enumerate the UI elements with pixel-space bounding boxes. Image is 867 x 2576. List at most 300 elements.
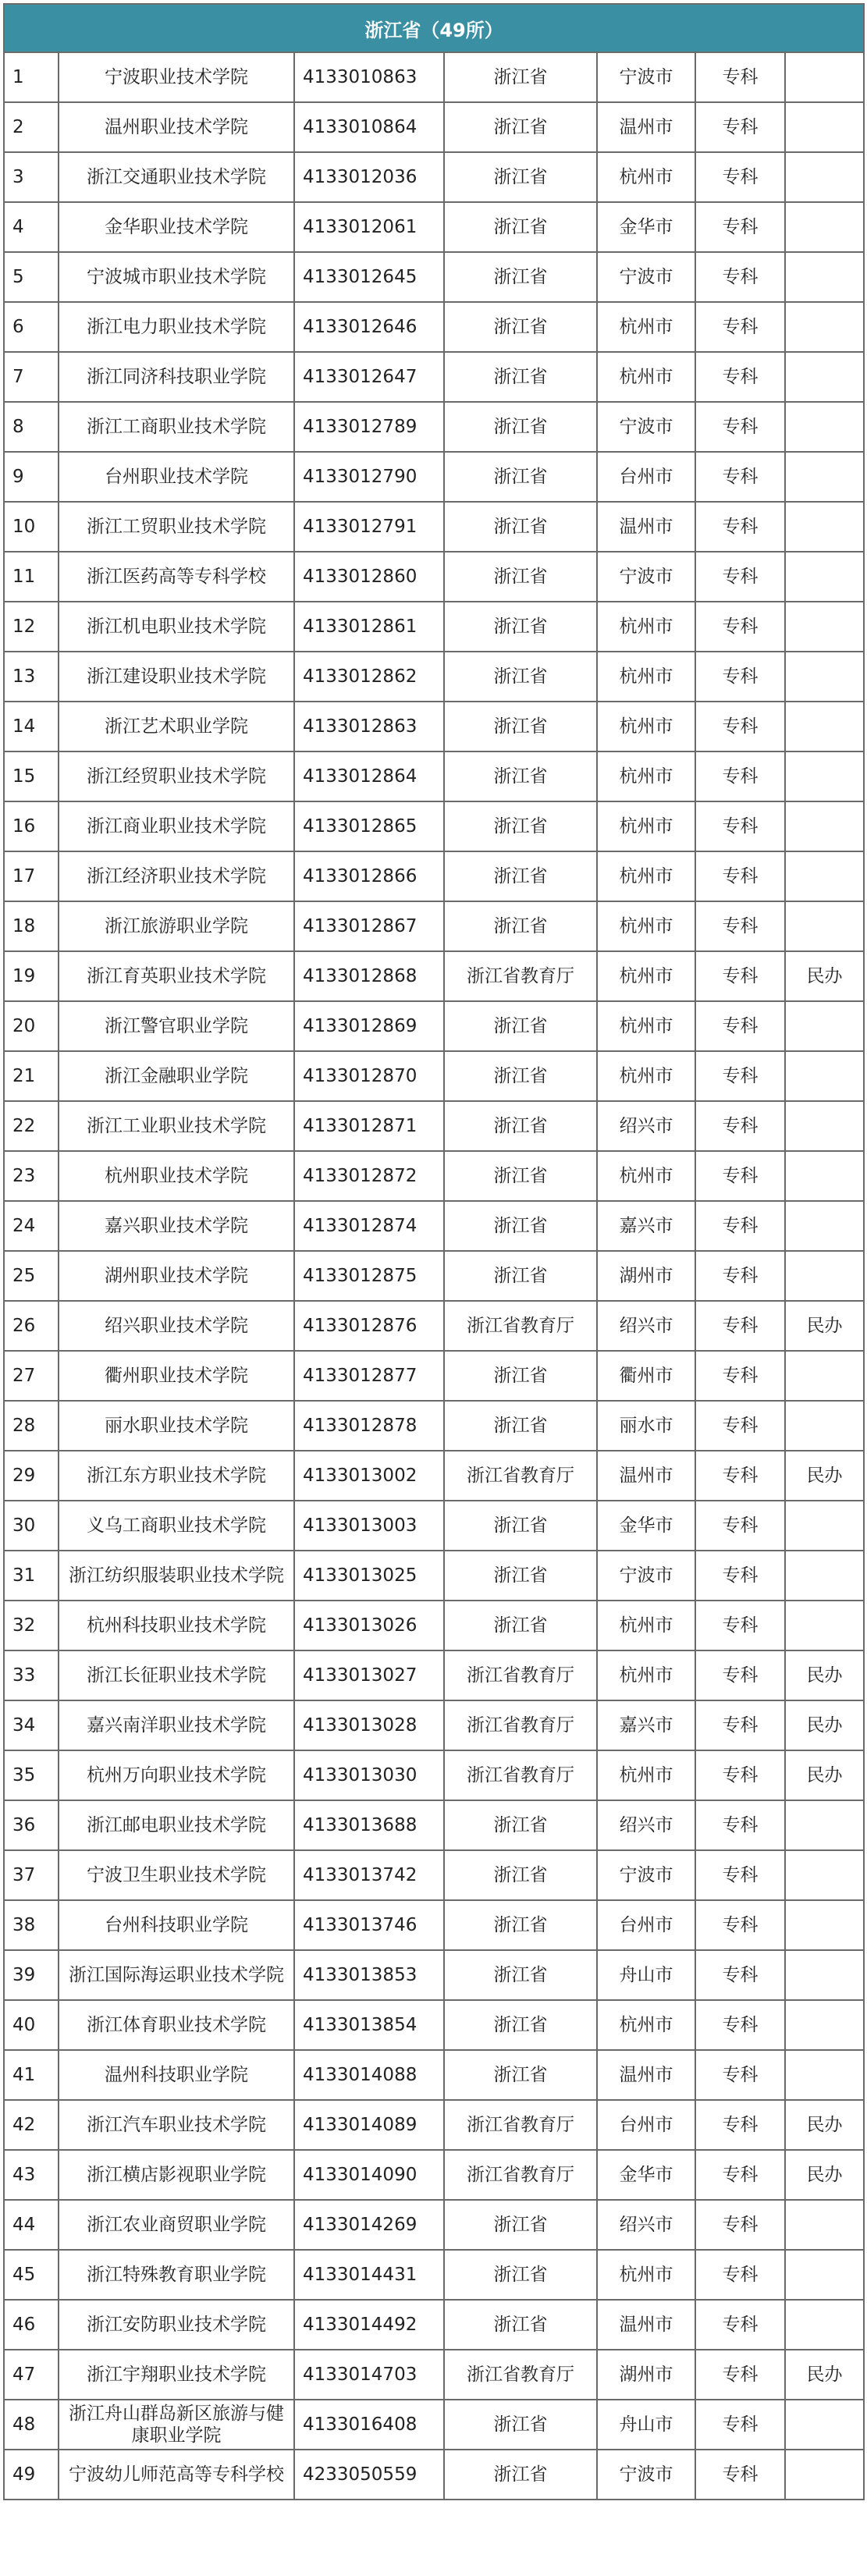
table-row xyxy=(4,202,864,252)
note-cell xyxy=(785,1401,864,1451)
row-number-cell: 6 xyxy=(4,302,59,352)
table-row xyxy=(4,2300,864,2350)
level-cell: 专科 xyxy=(695,2000,785,2050)
level-cell: 专科 xyxy=(695,652,785,702)
row-number-cell: 23 xyxy=(4,1151,59,1201)
city-cell: 杭州市 xyxy=(597,702,695,751)
department-cell: 浙江省 xyxy=(444,352,597,402)
department-cell: 浙江省教育厅 xyxy=(444,1451,597,1501)
department-cell: 浙江省 xyxy=(444,1900,597,1950)
school-code-cell: 4133012790 xyxy=(294,452,444,502)
level-cell: 专科 xyxy=(695,102,785,152)
level-cell: 专科 xyxy=(695,1101,785,1151)
department-cell: 浙江省 xyxy=(444,452,597,502)
school-code-cell: 4133012036 xyxy=(294,152,444,202)
level-cell: 专科 xyxy=(695,2050,785,2100)
school-code-cell: 4133012865 xyxy=(294,801,444,851)
school-name-cell: 浙江邮电职业技术学院 xyxy=(59,1800,294,1850)
department-cell: 浙江省 xyxy=(444,2250,597,2300)
school-name-cell: 宁波卫生职业技术学院 xyxy=(59,1850,294,1900)
city-cell: 温州市 xyxy=(597,2050,695,2100)
note-cell xyxy=(785,1551,864,1601)
city-cell: 金华市 xyxy=(597,1501,695,1551)
city-cell: 台州市 xyxy=(597,2100,695,2150)
school-name-cell: 浙江艺术职业学院 xyxy=(59,702,294,751)
city-cell: 舟山市 xyxy=(597,2400,695,2450)
school-name-cell: 衢州职业技术学院 xyxy=(59,1351,294,1401)
city-cell: 温州市 xyxy=(597,2300,695,2350)
school-code-cell: 4133014269 xyxy=(294,2200,444,2250)
table-row xyxy=(4,1451,864,1501)
level-cell: 专科 xyxy=(695,1251,785,1301)
level-cell: 专科 xyxy=(695,1451,785,1501)
row-number-cell: 26 xyxy=(4,1301,59,1351)
note-cell: 民办 xyxy=(785,1301,864,1351)
table-row xyxy=(4,602,864,652)
level-cell: 专科 xyxy=(695,152,785,202)
department-cell: 浙江省 xyxy=(444,1850,597,1900)
city-cell: 舟山市 xyxy=(597,1950,695,2000)
table-row xyxy=(4,901,864,951)
department-cell: 浙江省 xyxy=(444,702,597,751)
note-cell xyxy=(785,1950,864,2000)
table-row xyxy=(4,102,864,152)
table-row xyxy=(4,52,864,102)
note-cell xyxy=(785,1351,864,1401)
school-name-cell: 浙江商业职业技术学院 xyxy=(59,801,294,851)
city-cell: 宁波市 xyxy=(597,1551,695,1601)
row-number-cell: 46 xyxy=(4,2300,59,2350)
department-cell: 浙江省教育厅 xyxy=(444,1750,597,1800)
city-cell: 温州市 xyxy=(597,502,695,552)
department-cell: 浙江省 xyxy=(444,2450,597,2500)
table-title-row xyxy=(4,4,864,52)
table-row xyxy=(4,652,864,702)
city-cell: 湖州市 xyxy=(597,2350,695,2400)
note-cell xyxy=(785,2200,864,2250)
table-row xyxy=(4,402,864,452)
school-name-cell: 浙江体育职业技术学院 xyxy=(59,2000,294,2050)
school-name-cell: 浙江特殊教育职业学院 xyxy=(59,2250,294,2300)
department-cell: 浙江省 xyxy=(444,1351,597,1401)
city-cell: 金华市 xyxy=(597,2150,695,2200)
level-cell: 专科 xyxy=(695,2350,785,2400)
note-cell xyxy=(785,302,864,352)
row-number-cell: 12 xyxy=(4,602,59,652)
school-name-cell: 浙江金融职业学院 xyxy=(59,1051,294,1101)
school-code-cell: 4133016408 xyxy=(294,2400,444,2450)
level-cell: 专科 xyxy=(695,2300,785,2350)
row-number-cell: 2 xyxy=(4,102,59,152)
table-row xyxy=(4,1551,864,1601)
level-cell: 专科 xyxy=(695,452,785,502)
school-name-cell: 浙江安防职业技术学院 xyxy=(59,2300,294,2350)
school-code-cell: 4133012646 xyxy=(294,302,444,352)
row-number-cell: 41 xyxy=(4,2050,59,2100)
level-cell: 专科 xyxy=(695,1700,785,1750)
row-number-cell: 39 xyxy=(4,1950,59,2000)
table-row xyxy=(4,1650,864,1700)
note-cell: 民办 xyxy=(785,1451,864,1501)
table-body xyxy=(4,52,864,2500)
department-cell: 浙江省 xyxy=(444,252,597,302)
city-cell: 杭州市 xyxy=(597,1750,695,1800)
row-number-cell: 34 xyxy=(4,1700,59,1750)
school-code-cell: 4133012867 xyxy=(294,901,444,951)
school-name-cell: 台州科技职业学院 xyxy=(59,1900,294,1950)
row-number-cell: 10 xyxy=(4,502,59,552)
department-cell: 浙江省教育厅 xyxy=(444,2350,597,2400)
row-number-cell: 32 xyxy=(4,1601,59,1650)
city-cell: 金华市 xyxy=(597,202,695,252)
note-cell: 民办 xyxy=(785,1750,864,1800)
city-cell: 嘉兴市 xyxy=(597,1201,695,1251)
department-cell: 浙江省 xyxy=(444,1401,597,1451)
department-cell: 浙江省 xyxy=(444,801,597,851)
school-name-cell: 绍兴职业技术学院 xyxy=(59,1301,294,1351)
table-row xyxy=(4,152,864,202)
table-row xyxy=(4,502,864,552)
department-cell: 浙江省 xyxy=(444,402,597,452)
level-cell: 专科 xyxy=(695,402,785,452)
note-cell xyxy=(785,1101,864,1151)
school-code-cell: 4133012871 xyxy=(294,1101,444,1151)
level-cell: 专科 xyxy=(695,602,785,652)
school-code-cell: 4133013025 xyxy=(294,1551,444,1601)
row-number-cell: 18 xyxy=(4,901,59,951)
table-row xyxy=(4,252,864,302)
city-cell: 杭州市 xyxy=(597,901,695,951)
school-name-cell: 浙江工业职业技术学院 xyxy=(59,1101,294,1151)
row-number-cell: 22 xyxy=(4,1101,59,1151)
school-name-cell: 嘉兴南洋职业技术学院 xyxy=(59,1700,294,1750)
table-row xyxy=(4,951,864,1001)
level-cell: 专科 xyxy=(695,1601,785,1650)
table-row xyxy=(4,2450,864,2500)
table-row xyxy=(4,1501,864,1551)
school-name-cell: 浙江东方职业技术学院 xyxy=(59,1451,294,1501)
level-cell: 专科 xyxy=(695,1950,785,2000)
table-row xyxy=(4,2200,864,2250)
department-cell: 浙江省 xyxy=(444,52,597,102)
school-code-cell: 4133012862 xyxy=(294,652,444,702)
note-cell xyxy=(785,801,864,851)
row-number-cell: 30 xyxy=(4,1501,59,1551)
row-number-cell: 25 xyxy=(4,1251,59,1301)
city-cell: 宁波市 xyxy=(597,252,695,302)
department-cell: 浙江省 xyxy=(444,901,597,951)
note-cell xyxy=(785,2000,864,2050)
note-cell xyxy=(785,1201,864,1251)
school-name-cell: 浙江医药高等专科学校 xyxy=(59,552,294,602)
school-code-cell: 4133012864 xyxy=(294,751,444,801)
table-row xyxy=(4,1351,864,1401)
school-list-table xyxy=(3,3,865,2500)
school-code-cell: 4133013026 xyxy=(294,1601,444,1650)
school-name-cell: 杭州职业技术学院 xyxy=(59,1151,294,1201)
note-cell xyxy=(785,851,864,901)
school-code-cell: 4133012861 xyxy=(294,602,444,652)
school-name-cell: 浙江机电职业技术学院 xyxy=(59,602,294,652)
note-cell xyxy=(785,1501,864,1551)
school-name-cell: 浙江纺织服装职业技术学院 xyxy=(59,1551,294,1601)
department-cell: 浙江省 xyxy=(444,1001,597,1051)
department-cell: 浙江省 xyxy=(444,851,597,901)
school-code-cell: 4133012061 xyxy=(294,202,444,252)
city-cell: 杭州市 xyxy=(597,302,695,352)
department-cell: 浙江省 xyxy=(444,102,597,152)
table-row xyxy=(4,751,864,801)
department-cell: 浙江省 xyxy=(444,1501,597,1551)
school-code-cell: 4133014089 xyxy=(294,2100,444,2150)
city-cell: 宁波市 xyxy=(597,552,695,602)
school-code-cell: 4133013003 xyxy=(294,1501,444,1551)
row-number-cell: 17 xyxy=(4,851,59,901)
school-code-cell: 4133013742 xyxy=(294,1850,444,1900)
level-cell: 专科 xyxy=(695,1401,785,1451)
school-name-cell: 浙江建设职业技术学院 xyxy=(59,652,294,702)
table-row xyxy=(4,1950,864,2000)
table-row xyxy=(4,2000,864,2050)
city-cell: 杭州市 xyxy=(597,1051,695,1101)
school-code-cell: 4133013746 xyxy=(294,1900,444,1950)
school-name-cell: 温州职业技术学院 xyxy=(59,102,294,152)
school-code-cell: 4133012872 xyxy=(294,1151,444,1201)
row-number-cell: 38 xyxy=(4,1900,59,1950)
department-cell: 浙江省 xyxy=(444,1251,597,1301)
table-row xyxy=(4,702,864,751)
school-code-cell: 4133012877 xyxy=(294,1351,444,1401)
row-number-cell: 7 xyxy=(4,352,59,402)
table-row xyxy=(4,1850,864,1900)
school-code-cell: 4133012866 xyxy=(294,851,444,901)
school-name-cell: 嘉兴职业技术学院 xyxy=(59,1201,294,1251)
note-cell xyxy=(785,602,864,652)
row-number-cell: 36 xyxy=(4,1800,59,1850)
level-cell: 专科 xyxy=(695,1001,785,1051)
row-number-cell: 15 xyxy=(4,751,59,801)
note-cell xyxy=(785,102,864,152)
note-cell xyxy=(785,402,864,452)
city-cell: 杭州市 xyxy=(597,1001,695,1051)
table-row xyxy=(4,1900,864,1950)
department-cell: 浙江省 xyxy=(444,2000,597,2050)
school-name-cell: 浙江国际海运职业技术学院 xyxy=(59,1950,294,2000)
department-cell: 浙江省 xyxy=(444,751,597,801)
city-cell: 杭州市 xyxy=(597,851,695,901)
note-cell xyxy=(785,2050,864,2100)
school-name-cell: 浙江育英职业技术学院 xyxy=(59,951,294,1001)
city-cell: 杭州市 xyxy=(597,652,695,702)
row-number-cell: 45 xyxy=(4,2250,59,2300)
school-code-cell: 4133013002 xyxy=(294,1451,444,1501)
department-cell: 浙江省 xyxy=(444,2400,597,2450)
row-number-cell: 21 xyxy=(4,1051,59,1101)
note-cell xyxy=(785,2400,864,2450)
city-cell: 台州市 xyxy=(597,452,695,502)
note-cell: 民办 xyxy=(785,2100,864,2150)
city-cell: 台州市 xyxy=(597,1900,695,1950)
school-name-cell: 杭州科技职业技术学院 xyxy=(59,1601,294,1650)
school-list-table-wrapper xyxy=(3,3,863,2500)
note-cell xyxy=(785,652,864,702)
note-cell xyxy=(785,1251,864,1301)
table-row xyxy=(4,2100,864,2150)
level-cell: 专科 xyxy=(695,1051,785,1101)
department-cell: 浙江省教育厅 xyxy=(444,951,597,1001)
department-cell: 浙江省教育厅 xyxy=(444,1301,597,1351)
level-cell: 专科 xyxy=(695,1551,785,1601)
table-row xyxy=(4,1301,864,1351)
city-cell: 宁波市 xyxy=(597,1850,695,1900)
note-cell xyxy=(785,1850,864,1900)
row-number-cell: 1 xyxy=(4,52,59,102)
level-cell: 专科 xyxy=(695,302,785,352)
school-code-cell: 4133013030 xyxy=(294,1750,444,1800)
level-cell: 专科 xyxy=(695,2150,785,2200)
city-cell: 杭州市 xyxy=(597,2250,695,2300)
table-row xyxy=(4,2350,864,2400)
school-code-cell: 4233050559 xyxy=(294,2450,444,2500)
level-cell: 专科 xyxy=(695,1750,785,1800)
school-name-cell: 浙江警官职业学院 xyxy=(59,1001,294,1051)
school-code-cell: 4133012876 xyxy=(294,1301,444,1351)
school-name-cell: 浙江舟山群岛新区旅游与健康职业学院 xyxy=(59,2400,294,2450)
school-name-cell: 杭州万向职业技术学院 xyxy=(59,1750,294,1800)
row-number-cell: 43 xyxy=(4,2150,59,2200)
row-number-cell: 49 xyxy=(4,2450,59,2500)
row-number-cell: 3 xyxy=(4,152,59,202)
city-cell: 杭州市 xyxy=(597,1601,695,1650)
city-cell: 湖州市 xyxy=(597,1251,695,1301)
level-cell: 专科 xyxy=(695,1800,785,1850)
department-cell: 浙江省 xyxy=(444,502,597,552)
level-cell: 专科 xyxy=(695,2200,785,2250)
row-number-cell: 35 xyxy=(4,1750,59,1800)
level-cell: 专科 xyxy=(695,2450,785,2500)
school-code-cell: 4133012875 xyxy=(294,1251,444,1301)
level-cell: 专科 xyxy=(695,2250,785,2300)
department-cell: 浙江省 xyxy=(444,152,597,202)
note-cell xyxy=(785,552,864,602)
note-cell xyxy=(785,2250,864,2300)
city-cell: 绍兴市 xyxy=(597,2200,695,2250)
school-name-cell: 金华职业技术学院 xyxy=(59,202,294,252)
department-cell: 浙江省 xyxy=(444,1551,597,1601)
level-cell: 专科 xyxy=(695,2400,785,2450)
note-cell xyxy=(785,202,864,252)
note-cell xyxy=(785,901,864,951)
note-cell xyxy=(785,252,864,302)
table-row xyxy=(4,1251,864,1301)
note-cell xyxy=(785,1051,864,1101)
row-number-cell: 20 xyxy=(4,1001,59,1051)
city-cell: 丽水市 xyxy=(597,1401,695,1451)
city-cell: 绍兴市 xyxy=(597,1101,695,1151)
department-cell: 浙江省 xyxy=(444,1101,597,1151)
row-number-cell: 48 xyxy=(4,2400,59,2450)
note-cell xyxy=(785,2300,864,2350)
city-cell: 杭州市 xyxy=(597,352,695,402)
row-number-cell: 9 xyxy=(4,452,59,502)
department-cell: 浙江省 xyxy=(444,302,597,352)
level-cell: 专科 xyxy=(695,1850,785,1900)
note-cell xyxy=(785,352,864,402)
note-cell xyxy=(785,52,864,102)
level-cell: 专科 xyxy=(695,1201,785,1251)
table-row xyxy=(4,352,864,402)
department-cell: 浙江省教育厅 xyxy=(444,1650,597,1700)
city-cell: 杭州市 xyxy=(597,602,695,652)
level-cell: 专科 xyxy=(695,1301,785,1351)
school-name-cell: 浙江同济科技职业学院 xyxy=(59,352,294,402)
level-cell: 专科 xyxy=(695,851,785,901)
table-row xyxy=(4,1601,864,1650)
school-code-cell: 4133013688 xyxy=(294,1800,444,1850)
school-name-cell: 台州职业技术学院 xyxy=(59,452,294,502)
table-row xyxy=(4,302,864,352)
table-row xyxy=(4,1401,864,1451)
note-cell xyxy=(785,1151,864,1201)
school-name-cell: 温州科技职业学院 xyxy=(59,2050,294,2100)
table-row xyxy=(4,2250,864,2300)
table-row xyxy=(4,801,864,851)
row-number-cell: 4 xyxy=(4,202,59,252)
department-cell: 浙江省 xyxy=(444,1051,597,1101)
city-cell: 杭州市 xyxy=(597,801,695,851)
school-name-cell: 丽水职业技术学院 xyxy=(59,1401,294,1451)
city-cell: 嘉兴市 xyxy=(597,1700,695,1750)
table-row xyxy=(4,1051,864,1101)
school-code-cell: 4133012870 xyxy=(294,1051,444,1101)
school-code-cell: 4133010863 xyxy=(294,52,444,102)
city-cell: 温州市 xyxy=(597,102,695,152)
department-cell: 浙江省 xyxy=(444,602,597,652)
row-number-cell: 8 xyxy=(4,402,59,452)
note-cell: 民办 xyxy=(785,1700,864,1750)
row-number-cell: 37 xyxy=(4,1850,59,1900)
table-row xyxy=(4,452,864,502)
row-number-cell: 11 xyxy=(4,552,59,602)
school-code-cell: 4133014088 xyxy=(294,2050,444,2100)
level-cell: 专科 xyxy=(695,552,785,602)
level-cell: 专科 xyxy=(695,1151,785,1201)
table-row xyxy=(4,1750,864,1800)
table-row xyxy=(4,552,864,602)
table-row xyxy=(4,1700,864,1750)
note-cell: 民办 xyxy=(785,1650,864,1700)
row-number-cell: 27 xyxy=(4,1351,59,1401)
school-code-cell: 4133012869 xyxy=(294,1001,444,1051)
school-code-cell: 4133012868 xyxy=(294,951,444,1001)
school-code-cell: 4133014431 xyxy=(294,2250,444,2300)
school-code-cell: 4133012647 xyxy=(294,352,444,402)
note-cell xyxy=(785,1900,864,1950)
table-row xyxy=(4,1151,864,1201)
city-cell: 宁波市 xyxy=(597,52,695,102)
table-row xyxy=(4,2050,864,2100)
school-name-cell: 浙江横店影视职业学院 xyxy=(59,2150,294,2200)
note-cell xyxy=(785,502,864,552)
note-cell xyxy=(785,152,864,202)
note-cell: 民办 xyxy=(785,2350,864,2400)
table-row xyxy=(4,1101,864,1151)
city-cell: 杭州市 xyxy=(597,2000,695,2050)
school-code-cell: 4133012789 xyxy=(294,402,444,452)
table-row xyxy=(4,2150,864,2200)
table-row xyxy=(4,851,864,901)
school-code-cell: 4133013028 xyxy=(294,1700,444,1750)
